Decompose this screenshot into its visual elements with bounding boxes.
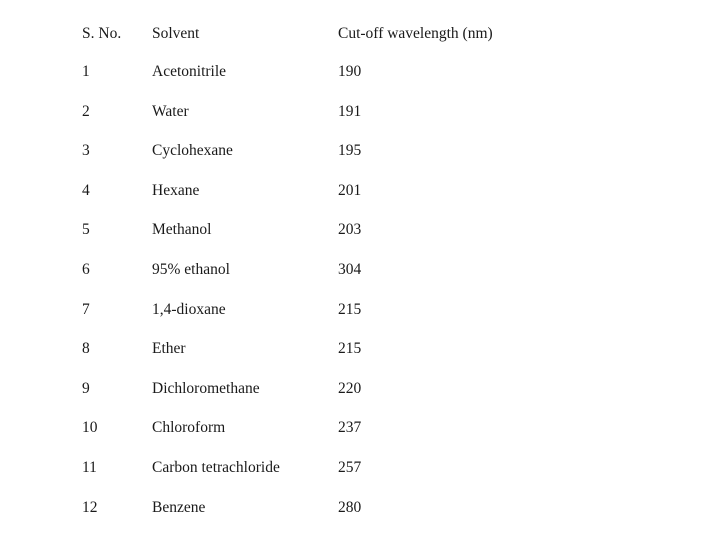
cell-sno: 12 bbox=[82, 498, 98, 516]
cell-sno: 7 bbox=[82, 300, 90, 318]
table-row bbox=[78, 369, 558, 409]
table-row bbox=[78, 290, 558, 330]
header-solvent: Solvent bbox=[152, 25, 200, 43]
cell-cutoff: 237 bbox=[338, 419, 362, 437]
cell-cutoff: 191 bbox=[338, 102, 362, 120]
cell-solvent: Hexane bbox=[152, 181, 200, 199]
cell-sno: 2 bbox=[82, 102, 90, 120]
table-row bbox=[78, 210, 558, 250]
table-row bbox=[78, 171, 558, 211]
cell-cutoff: 280 bbox=[338, 498, 362, 516]
table-row bbox=[78, 250, 558, 290]
table-header-row bbox=[78, 16, 558, 52]
cell-cutoff: 257 bbox=[338, 458, 362, 476]
table-row bbox=[78, 448, 558, 488]
cell-solvent: Water bbox=[152, 102, 189, 120]
cell-solvent: Ether bbox=[152, 340, 186, 358]
table-row bbox=[78, 52, 558, 92]
table-row bbox=[78, 131, 558, 171]
cell-sno: 11 bbox=[82, 458, 97, 476]
cell-sno: 8 bbox=[82, 340, 90, 358]
cell-cutoff: 215 bbox=[338, 340, 362, 358]
cell-sno: 3 bbox=[82, 142, 90, 160]
cell-sno: 6 bbox=[82, 261, 90, 279]
cell-solvent: 95% ethanol bbox=[152, 261, 230, 279]
cell-sno: 4 bbox=[82, 181, 90, 199]
cell-cutoff: 304 bbox=[338, 261, 362, 279]
solvent-cutoff-table bbox=[78, 16, 558, 527]
cell-sno: 9 bbox=[82, 379, 90, 397]
cell-sno: 5 bbox=[82, 221, 90, 239]
cell-solvent: Methanol bbox=[152, 221, 212, 239]
cell-solvent: Carbon tetrachloride bbox=[152, 458, 280, 476]
table-row bbox=[78, 488, 558, 528]
table-row bbox=[78, 92, 558, 132]
cell-cutoff: 190 bbox=[338, 63, 362, 81]
cell-solvent: Dichloromethane bbox=[152, 379, 260, 397]
header-sno: S. No. bbox=[82, 25, 122, 43]
cell-cutoff: 220 bbox=[338, 379, 362, 397]
cell-sno: 10 bbox=[82, 419, 98, 437]
cell-solvent: Chloroform bbox=[152, 419, 226, 437]
cell-solvent: Acetonitrile bbox=[152, 63, 227, 81]
table-row bbox=[78, 329, 558, 369]
cell-sno: 1 bbox=[82, 63, 90, 81]
header-cutoff-wavelength: Cut-off wavelength (nm) bbox=[338, 25, 493, 43]
cell-cutoff: 215 bbox=[338, 300, 362, 318]
table-row bbox=[78, 408, 558, 448]
cell-solvent: Cyclohexane bbox=[152, 142, 233, 160]
cell-cutoff: 201 bbox=[338, 181, 362, 199]
cell-solvent: Benzene bbox=[152, 498, 206, 516]
cell-cutoff: 203 bbox=[338, 221, 362, 239]
cell-cutoff: 195 bbox=[338, 142, 362, 160]
cell-solvent: 1,4-dioxane bbox=[152, 300, 226, 318]
